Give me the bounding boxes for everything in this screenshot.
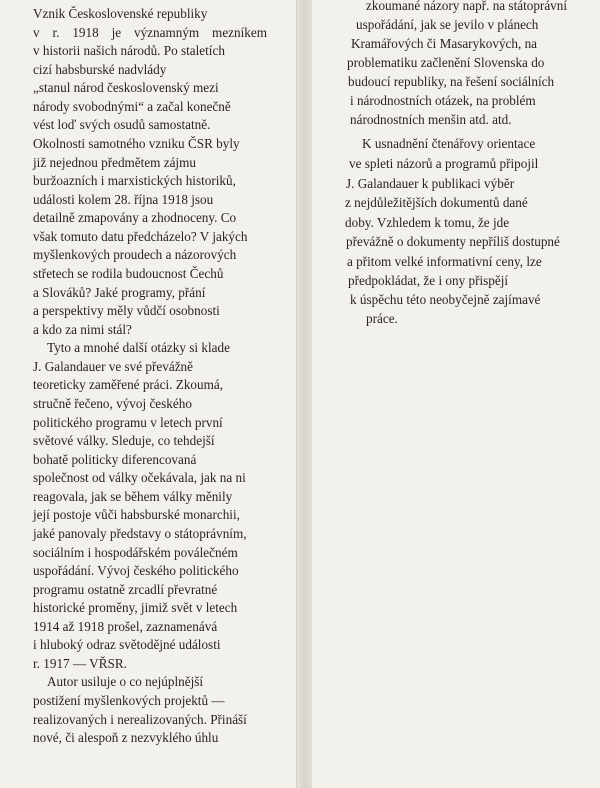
text-line: a perspektivy měly vůdčí osobnosti: [33, 303, 220, 318]
text-line: světové války. Sleduje, co tehdejší: [33, 433, 215, 448]
text-line: z nejdůležitějších dokumentů dané: [345, 195, 528, 210]
text-line: národy svobodnými“ a začal konečně: [33, 99, 231, 114]
text-line: v historii našich národů. Po staletích: [33, 43, 225, 58]
text-line: události kolem 28. října 1918 jsou: [33, 192, 214, 207]
text-line: i hluboký odraz světodějné události: [33, 637, 221, 652]
text-line: historické proměny, jimiž svět v letech: [33, 600, 238, 615]
text-line: uspořádání, jak se jevilo v plánech: [356, 17, 539, 32]
text-line: vést loď svých osudů samostatně.: [33, 117, 211, 132]
text-line: bohatě politicky diferencovaná: [33, 452, 197, 467]
text-line: reagovala, jak se během války měnily: [33, 489, 233, 504]
text-line: a kdo za nimi stál?: [33, 322, 132, 337]
text-line: a Slováků? Jaké programy, přání: [33, 285, 206, 300]
text-line: Kramářových či Masarykových, na: [351, 36, 538, 51]
text-line: stručně řečeno, vývoj českého: [33, 396, 192, 411]
text-line: uspořádání. Vývoj českého politického: [33, 563, 239, 578]
text-line: doby. Vzhledem k tomu, že jde: [345, 215, 510, 230]
text-line: nové, či alespoň z nezvyklého úhlu: [33, 730, 219, 745]
text-line: Okolnosti samotného vzniku ČSR byly: [33, 136, 240, 151]
text-line: ve spleti názorů a programů připojil: [349, 156, 539, 171]
text-line: v r. 1918 je významným mezníkem: [33, 25, 267, 40]
text-line: předpokládat, že i ony přispějí: [348, 273, 509, 288]
text-line: budoucí republiky, na řešení sociálních: [348, 74, 555, 89]
text-line: postižení myšlenkových projektů —: [33, 693, 225, 708]
text-line: r. 1917 — VŘSR.: [33, 656, 127, 671]
text-line: 1914 až 1918 prošel, zaznamenává: [33, 619, 218, 634]
text-line: i národnostních otázek, na problém: [350, 93, 536, 108]
text-line: Autor usiluje o co nejúplnější: [47, 674, 204, 689]
text-line: detailně zmapovány a zhodnoceny. Co: [33, 210, 237, 225]
text-line: národnostních menšin atd. atd.: [350, 112, 512, 127]
text-line: teoreticky zaměřené práci. Zkoumá,: [33, 377, 224, 392]
text-line: sociálním i hospodářském poválečném: [33, 545, 238, 560]
text-line: její postoje vůči habsburské monarchii,: [33, 507, 240, 522]
text-line: cizí habsburské nadvlády: [33, 62, 167, 77]
text-line: střetech se rodila budoucnost Čechů: [33, 266, 224, 281]
text-line: jaké panovaly představy o státoprávním,: [33, 526, 247, 541]
text-line: převážně o dokumenty nepříliš dostupné: [346, 234, 560, 249]
text-line: K usnadnění čtenářovy orientace: [362, 136, 536, 151]
text-line: zkoumané názory např. na státoprávní: [366, 0, 568, 13]
text-line: myšlenkových proudech a názorových: [33, 247, 237, 262]
text-line: již nejednou předmětem zájmu: [33, 155, 196, 170]
text-line: „stanul národ československý mezi: [33, 80, 219, 95]
text-line: a přitom velké informativní ceny, lze: [347, 254, 542, 269]
text-line: však tomuto datu předcházelo? V jakých: [33, 229, 248, 244]
text-line: programu ostatně zrcadlí převratné: [33, 582, 218, 597]
text-line: J. Galandauer k publikaci výběr: [346, 176, 515, 191]
text-line: buržoazních i marxistických historiků,: [33, 173, 236, 188]
text-line: Vznik Československé republiky: [33, 6, 208, 21]
text-line: k úspěchu této neobyčejně zajímavé: [350, 292, 541, 307]
text-line: J. Galandauer ve své převážně: [33, 359, 194, 374]
text-line: Tyto a mnohé další otázky si klade: [47, 340, 230, 355]
text-line: problematiku začlenění Slovenska do: [347, 55, 545, 70]
text-line: realizovaných i nerealizovaných. Přináší: [33, 712, 247, 727]
text-line: společnost od války očekávala, jak na ni: [33, 470, 246, 485]
text-line: práce.: [366, 311, 398, 326]
text-line: politického programu v letech první: [33, 415, 223, 430]
